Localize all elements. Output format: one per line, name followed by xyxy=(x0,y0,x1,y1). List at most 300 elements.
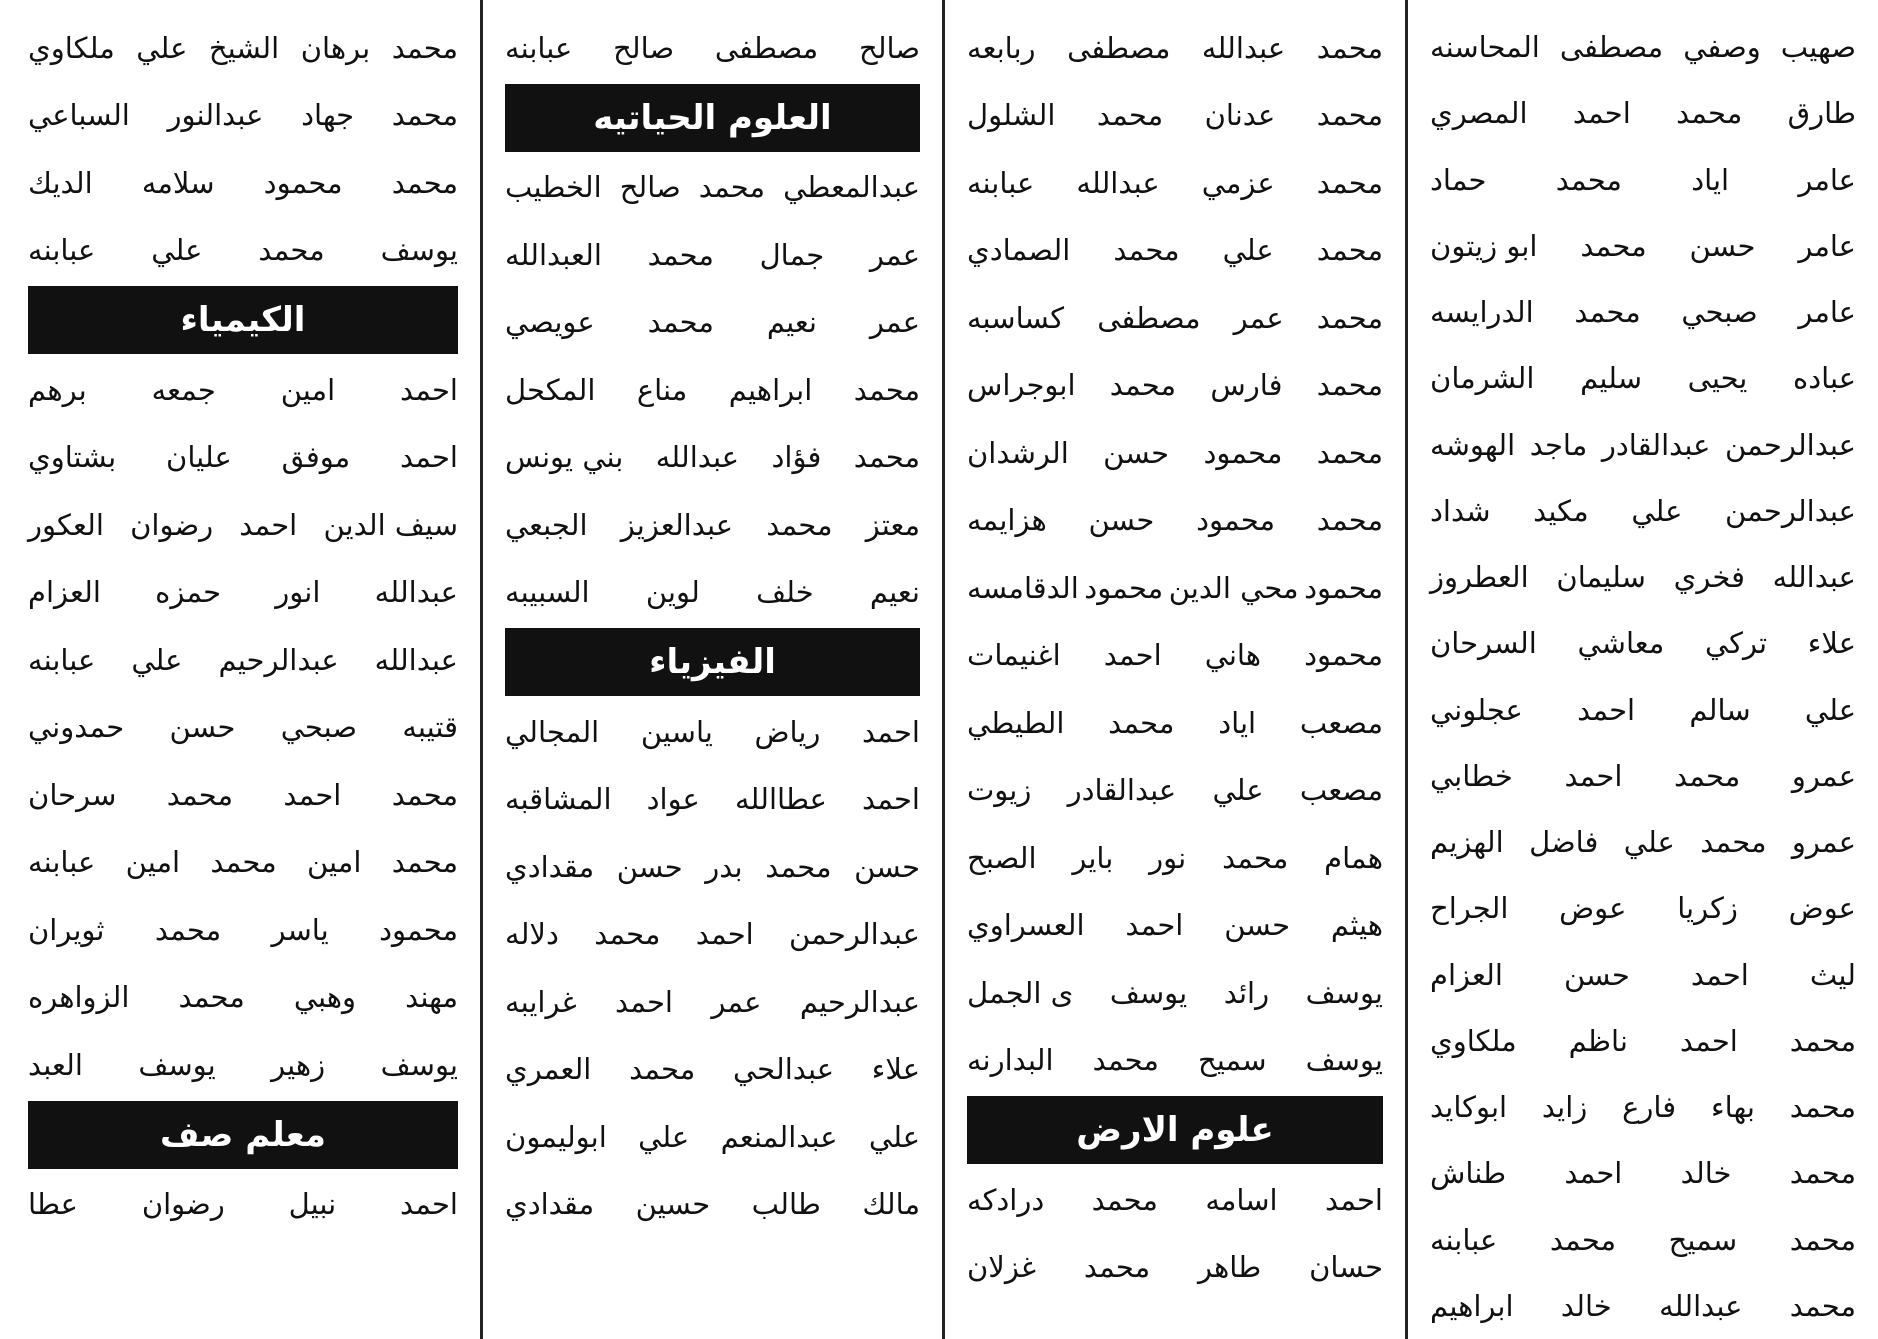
name-part: ياسر xyxy=(271,912,329,947)
name-part: علي xyxy=(136,30,188,65)
name-part: عبدالمنعم xyxy=(720,1119,838,1154)
name-part: علي xyxy=(1212,773,1264,808)
name-part: عبدالرحمن xyxy=(1725,493,1856,528)
name-part: ياسين xyxy=(640,714,713,749)
name-part: محمد xyxy=(1700,825,1767,860)
name-part: طالب xyxy=(751,1187,821,1222)
name-part: امين xyxy=(125,845,181,880)
name-entry xyxy=(28,761,458,829)
name-part: محمد xyxy=(853,440,920,475)
name-part: حماد xyxy=(1430,162,1487,197)
name-part: زيوت xyxy=(967,773,1032,808)
name-part: اياد xyxy=(1691,162,1730,197)
name-part: سالم xyxy=(1689,692,1751,727)
column-1 xyxy=(1408,0,1878,1339)
name-entry xyxy=(967,82,1383,150)
name-part: يحيى xyxy=(1687,361,1748,396)
name-part: عبابنه xyxy=(1430,1222,1498,1257)
name-part: خلف xyxy=(756,575,814,610)
name-part: امين xyxy=(306,845,362,880)
name-part: عمر xyxy=(711,984,762,1019)
name-part: يوسف xyxy=(380,233,458,268)
name-part: احمد xyxy=(400,440,458,475)
name-entry xyxy=(28,626,458,694)
name-part: طناش xyxy=(1430,1156,1507,1191)
name-part: الصبح xyxy=(967,840,1037,875)
name-part: حسن xyxy=(854,849,920,884)
name-part: محمود xyxy=(263,165,343,200)
name-part: فارس xyxy=(1210,368,1283,403)
name-part: عبابنه xyxy=(28,845,96,880)
name-part: الرشدان xyxy=(967,435,1069,470)
name-part: احمد xyxy=(695,917,754,952)
name-part: عليان xyxy=(166,440,232,475)
name-entry xyxy=(505,559,920,627)
name-part: علي xyxy=(1804,692,1856,727)
name-part: محمد xyxy=(629,1052,696,1087)
name-part: الديك xyxy=(28,165,93,200)
name-part: باير xyxy=(1072,840,1114,875)
name-entry xyxy=(505,1103,920,1171)
name-part: المشاقبه xyxy=(505,782,612,817)
name-part: عبدالقادر xyxy=(1067,773,1177,808)
name-part: لوين xyxy=(645,575,700,610)
name-part: زهير xyxy=(271,1047,326,1082)
name-part: سليم xyxy=(1580,361,1643,396)
name-part: محمد xyxy=(154,912,222,947)
name-entry xyxy=(505,698,920,766)
name-part: حسن xyxy=(169,710,236,745)
name-part: السبيبه xyxy=(505,575,590,610)
name-part: العزام xyxy=(1430,957,1503,992)
name-entry xyxy=(28,829,458,897)
name-part: مهند xyxy=(405,980,458,1015)
name-part: ناظم xyxy=(1568,1023,1628,1058)
name-part: المكحل xyxy=(505,372,596,407)
name-part: السباعي xyxy=(28,98,130,133)
name-part: العبدالله xyxy=(505,237,602,272)
name-part: عواد xyxy=(646,782,700,817)
name-part: محمود xyxy=(1304,570,1383,605)
name-part: زايد xyxy=(1541,1090,1588,1125)
name-part: فخري xyxy=(1673,560,1745,595)
name-part: عطاالله xyxy=(734,782,827,817)
name-part: مصطفى xyxy=(714,30,819,65)
name-part: مناع xyxy=(636,372,688,407)
name-part: عبدالله xyxy=(1659,1288,1743,1323)
name-entry xyxy=(28,82,458,150)
name-part: عبدالرحيم xyxy=(218,642,339,677)
name-part: احمد xyxy=(1577,692,1636,727)
name-part: خالد xyxy=(1560,1288,1612,1323)
name-part: جهاد xyxy=(301,98,355,133)
name-part: ابوجراس xyxy=(967,368,1076,403)
name-part: علي xyxy=(1222,233,1274,268)
name-part: محمد xyxy=(1222,840,1289,875)
name-part: ابوليمون xyxy=(505,1119,607,1154)
name-part: محمد xyxy=(1574,295,1641,330)
name-part: محمد xyxy=(1083,1250,1151,1285)
name-part: نعيم xyxy=(869,575,920,610)
name-entry xyxy=(967,217,1383,285)
name-part: مقدادي xyxy=(505,849,595,884)
name-part: ابراهيم xyxy=(728,372,813,407)
name-part: محمود xyxy=(379,912,458,947)
name-entry xyxy=(1430,809,1856,875)
name-part: اغنيمات xyxy=(967,638,1061,673)
name-part: سميح xyxy=(1668,1222,1738,1257)
name-entry xyxy=(967,419,1383,487)
name-part: محمد xyxy=(1091,1182,1158,1217)
name-entry xyxy=(505,221,920,289)
name-part: عطا xyxy=(28,1187,78,1222)
name-part: حسن xyxy=(1563,957,1630,992)
name-entry xyxy=(967,554,1383,622)
name-part: برهان xyxy=(300,30,371,65)
name-part: محمود xyxy=(1203,435,1283,470)
name-part: عمر xyxy=(869,305,920,340)
name-part: فاضل xyxy=(1529,825,1599,860)
name-part: دلاله xyxy=(505,917,559,952)
name-entry xyxy=(1430,279,1856,345)
name-part: محمد xyxy=(1316,435,1383,470)
name-part: عبدالمعطي xyxy=(783,170,920,205)
name-part: محمد xyxy=(1316,300,1383,335)
name-part: محمد xyxy=(1316,98,1383,133)
name-part: الجراح xyxy=(1430,891,1509,926)
name-entry xyxy=(1430,1273,1856,1339)
name-part: محمد xyxy=(698,170,766,205)
name-entry xyxy=(1430,1140,1856,1206)
name-entry xyxy=(505,1171,920,1239)
name-part: عبدالرحمن xyxy=(789,917,920,952)
name-entry xyxy=(1430,942,1856,1008)
name-part: عوض xyxy=(1788,891,1856,926)
name-part: جمعه xyxy=(151,372,216,407)
name-entry xyxy=(1430,80,1856,146)
name-part: محمد xyxy=(594,917,661,952)
name-entry xyxy=(967,487,1383,555)
name-part: محمد xyxy=(258,233,325,268)
name-part: محمد xyxy=(1580,228,1647,263)
name-part: محمد xyxy=(1789,1023,1856,1058)
name-part: محمد xyxy=(1316,368,1383,403)
name-entry xyxy=(28,356,458,424)
name-part: محمد xyxy=(1789,1156,1856,1191)
name-part: محمد xyxy=(1092,1043,1159,1078)
name-part: سرحان xyxy=(28,777,117,812)
name-part: عمرو xyxy=(1791,825,1856,860)
name-part: ثويران xyxy=(28,912,105,947)
name-part: عمرو xyxy=(1791,758,1856,793)
name-part: احمد xyxy=(283,777,342,812)
name-entry xyxy=(1430,743,1856,809)
name-part: علي xyxy=(868,1119,920,1154)
name-entry xyxy=(505,289,920,357)
name-part: هزايمه xyxy=(967,503,1047,538)
name-part: عمر xyxy=(869,237,920,272)
name-part: حسن xyxy=(1103,435,1170,470)
name-part: نعيم xyxy=(766,305,817,340)
name-part: البدارنه xyxy=(967,1043,1054,1078)
name-entry xyxy=(967,757,1383,825)
column-2 xyxy=(942,0,1408,1339)
name-part: علي xyxy=(1631,493,1683,528)
name-part: عبدالله xyxy=(374,642,458,677)
name-part: الهزيم xyxy=(1430,825,1504,860)
name-entry xyxy=(967,14,1383,82)
name-part: علي xyxy=(1623,825,1675,860)
name-part: احمد xyxy=(1690,957,1749,992)
name-entry xyxy=(28,424,458,492)
name-part: احمد xyxy=(1564,758,1623,793)
name-entry xyxy=(28,14,458,82)
name-entry xyxy=(28,217,458,285)
name-part: محمد xyxy=(1316,233,1383,268)
name-part: احمد xyxy=(862,782,920,817)
name-part: محمد xyxy=(1316,30,1383,65)
name-part: سليمان xyxy=(1556,560,1646,595)
name-part: عبدالرحيم xyxy=(799,984,920,1019)
name-part: معتز xyxy=(865,507,920,542)
name-part: محمد xyxy=(1789,1222,1856,1257)
name-part: صهيب xyxy=(1780,30,1856,65)
name-part: سيف الدين xyxy=(323,507,458,542)
name-part: عبابنه xyxy=(28,642,96,677)
name-part: بشتاوي xyxy=(28,440,117,475)
name-entry xyxy=(505,1036,920,1104)
name-part: ربابعه xyxy=(967,30,1036,65)
name-part: محمد xyxy=(391,165,458,200)
name-part: مصعب xyxy=(1299,773,1383,808)
name-part: رائد xyxy=(1223,975,1270,1010)
name-entry xyxy=(28,694,458,762)
name-part: برهم xyxy=(28,372,87,407)
name-part: عبدالله xyxy=(374,575,458,610)
name-entry xyxy=(1430,345,1856,411)
name-entry xyxy=(967,959,1383,1027)
name-entry xyxy=(28,1171,458,1239)
name-part: كساسبه xyxy=(967,300,1065,335)
name-part: حسن xyxy=(616,849,683,884)
name-part: احمد xyxy=(1564,1156,1623,1191)
section-header: معلم صف xyxy=(28,1101,458,1169)
name-part: عمر xyxy=(1233,300,1284,335)
name-entry xyxy=(1430,147,1856,213)
name-part: محمد xyxy=(1549,1222,1617,1257)
name-part: العكور xyxy=(28,507,104,542)
name-part: بني يونس xyxy=(505,440,624,475)
name-part: محمد xyxy=(1316,503,1383,538)
name-part: يوسف xyxy=(1305,1043,1383,1078)
name-part: العزام xyxy=(28,575,101,610)
name-part: احمد xyxy=(1679,1023,1738,1058)
name-part: احمد xyxy=(1125,908,1184,943)
name-part: محمد xyxy=(853,372,920,407)
name-part: خطابي xyxy=(1430,758,1513,793)
name-part: علي xyxy=(151,233,203,268)
name-entry xyxy=(505,356,920,424)
name-part: العبد xyxy=(28,1047,83,1082)
name-part: حسين xyxy=(635,1187,711,1222)
name-entry xyxy=(505,491,920,559)
name-part: زكريا xyxy=(1677,891,1738,926)
name-part: المصري xyxy=(1430,96,1528,131)
name-entry xyxy=(1430,1008,1856,1074)
column-4 xyxy=(6,0,480,1339)
name-part: غرايبه xyxy=(505,984,577,1019)
name-part: محمد xyxy=(391,30,458,65)
name-entry xyxy=(505,14,920,82)
name-part: نور xyxy=(1149,840,1187,875)
name-part: يوسف xyxy=(138,1047,216,1082)
name-part: محمد xyxy=(1109,368,1177,403)
name-part: ماجد xyxy=(1529,427,1588,462)
name-part: ابو زيتون xyxy=(1430,228,1538,263)
name-entry xyxy=(967,352,1383,420)
name-part: الهوشه xyxy=(1430,427,1516,462)
name-part: المجالي xyxy=(505,714,600,749)
name-part: عبدالحي xyxy=(733,1052,835,1087)
name-part: حسان xyxy=(1309,1250,1383,1285)
name-part: محمد xyxy=(1113,233,1180,268)
name-part: صالح xyxy=(858,30,920,65)
name-part: صالح xyxy=(613,30,675,65)
name-part: محمد xyxy=(1674,758,1741,793)
name-entry xyxy=(967,149,1383,217)
name-part: ى الجمل xyxy=(967,975,1074,1010)
name-part: احمد xyxy=(239,507,298,542)
name-part: يوسف xyxy=(1109,975,1188,1010)
name-part: محمد xyxy=(1316,165,1383,200)
name-entry xyxy=(505,901,920,969)
name-part: قتيبه xyxy=(402,710,458,745)
name-part: عبدالنور xyxy=(167,98,264,133)
name-entry xyxy=(967,824,1383,892)
name-entry xyxy=(1430,875,1856,941)
name-part: الدقامسه xyxy=(967,570,1079,605)
name-part: مصطفى xyxy=(1559,30,1664,65)
name-part: عبدالله xyxy=(1772,560,1856,595)
name-part: بدر xyxy=(705,849,743,884)
name-part: عبابنه xyxy=(967,165,1035,200)
name-part: الجبعي xyxy=(505,507,588,542)
name-part: المحاسنه xyxy=(1430,30,1540,65)
name-part: ابراهيم xyxy=(1430,1288,1514,1323)
name-part: امين xyxy=(280,372,336,407)
name-part: احمد xyxy=(400,1187,458,1222)
name-entry xyxy=(967,1234,1383,1302)
name-part: عبدالله xyxy=(1076,165,1160,200)
name-entry xyxy=(28,491,458,559)
name-part: همام xyxy=(1324,840,1383,875)
section-header: الفيزياء xyxy=(505,628,920,696)
name-part: محمد xyxy=(647,305,714,340)
name-entry xyxy=(505,154,920,222)
name-part: غزلان xyxy=(967,1250,1037,1285)
name-part: الشيخ xyxy=(208,30,280,65)
name-part: محمد xyxy=(391,777,458,812)
name-entry xyxy=(28,896,458,964)
name-part: محمد xyxy=(647,237,714,272)
name-entry xyxy=(967,622,1383,690)
name-part: الخطيب xyxy=(505,170,602,205)
name-part: عبدالله xyxy=(655,440,740,475)
name-part: انور xyxy=(275,575,321,610)
name-part: محمود xyxy=(1084,570,1164,605)
name-part: عزمي xyxy=(1201,165,1275,200)
name-part: رضوان xyxy=(130,507,214,542)
name-entry xyxy=(505,424,920,492)
name-entry xyxy=(1430,478,1856,544)
name-part: مصعب xyxy=(1299,705,1383,740)
name-part: ابوكايد xyxy=(1430,1090,1508,1125)
name-part: محمد xyxy=(1096,98,1164,133)
name-part: ملكاوي xyxy=(28,30,115,65)
section-header: العلوم الحياتيه xyxy=(505,84,920,152)
name-part: هيثم xyxy=(1330,908,1383,943)
name-part: احمد xyxy=(615,984,673,1019)
name-entry xyxy=(505,968,920,1036)
name-part: احمد xyxy=(400,372,458,407)
name-part: موفق xyxy=(281,440,351,475)
name-part: الطيطي xyxy=(967,705,1065,740)
name-entry xyxy=(505,766,920,834)
name-part: عبدالله xyxy=(1201,30,1286,65)
name-entry xyxy=(1430,14,1856,80)
name-entry xyxy=(967,892,1383,960)
name-part: خالد xyxy=(1680,1156,1732,1191)
name-part: حمدوني xyxy=(28,710,125,745)
name-part: فؤاد xyxy=(771,440,822,475)
name-entry xyxy=(1430,412,1856,478)
name-part: هاني xyxy=(1204,638,1262,673)
name-part: نبيل xyxy=(288,1187,337,1222)
section-header: علوم الارض xyxy=(967,1096,1383,1164)
name-part: السرحان xyxy=(1430,626,1537,661)
name-part: عبدالرحمن xyxy=(1725,427,1856,462)
name-part: محمد xyxy=(1676,96,1743,131)
name-entry xyxy=(967,284,1383,352)
name-part: درادكه xyxy=(967,1182,1045,1217)
name-part: العسراوي xyxy=(967,908,1085,943)
name-part: احمد xyxy=(1103,638,1162,673)
name-part: صالح xyxy=(619,170,681,205)
name-part: مكيد xyxy=(1533,493,1589,528)
name-part: ملكاوي xyxy=(1430,1023,1517,1058)
name-part: اسامه xyxy=(1205,1182,1278,1217)
name-part: رياض xyxy=(754,714,821,749)
name-part: صبحي xyxy=(280,710,357,745)
name-part: بهاء xyxy=(1710,1090,1755,1125)
name-part: فارع xyxy=(1622,1090,1677,1125)
name-part: احمد xyxy=(862,714,920,749)
name-part: الصمادي xyxy=(967,233,1071,268)
name-part: سميح xyxy=(1197,1043,1267,1078)
name-part: ليث xyxy=(1809,957,1856,992)
name-part: علي xyxy=(131,642,183,677)
name-entry xyxy=(1430,544,1856,610)
name-part: احمد xyxy=(1325,1182,1383,1217)
name-part: عامر xyxy=(1798,228,1856,263)
name-entry xyxy=(1430,677,1856,743)
name-part: حمزه xyxy=(155,575,222,610)
name-part: عبدالعزيز xyxy=(620,507,733,542)
name-part: سلامه xyxy=(141,165,215,200)
name-part: طاهر xyxy=(1197,1250,1262,1285)
name-part: وهبي xyxy=(293,980,357,1015)
name-part: عويصي xyxy=(505,305,595,340)
